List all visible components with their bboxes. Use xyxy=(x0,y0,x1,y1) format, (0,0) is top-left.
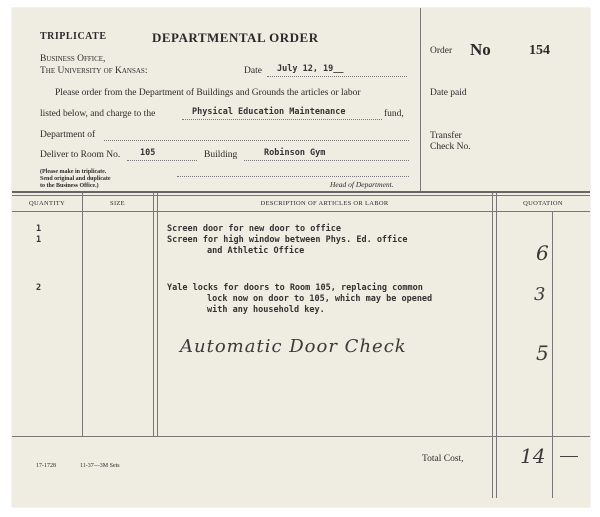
header-description: DESCRIPTION OF ARTICLES OR LABOR xyxy=(260,200,389,207)
header-quotation: QUOTATION xyxy=(523,200,563,207)
head-label: Head of Department. xyxy=(330,180,394,189)
col-divider-desc-2 xyxy=(496,193,497,498)
date-value: July 12, 19__ xyxy=(277,64,344,74)
deliver-label: Deliver to Room No. xyxy=(40,150,121,160)
building-value: Robinson Gym xyxy=(264,148,326,158)
handwritten-quote: 5 xyxy=(536,341,549,365)
fund-line xyxy=(182,119,382,120)
row-3-desc: and Athletic Office xyxy=(207,246,305,256)
building-label: Building xyxy=(204,150,238,160)
print-code: 11-37—3M Sets xyxy=(80,463,120,469)
col-divider-size xyxy=(153,193,154,436)
row-1-desc: Screen door for new door to office xyxy=(167,224,341,234)
order-form xyxy=(12,8,590,507)
department-label: Department of xyxy=(40,130,96,140)
instruction-line-2: listed below, and charge to the xyxy=(40,109,156,119)
header-bottom-rule xyxy=(12,211,590,212)
form-code: 17-1728 xyxy=(36,463,56,469)
col-divider-desc xyxy=(492,193,493,498)
row-6-desc: with any household key. xyxy=(207,305,325,315)
order-no-label: No xyxy=(470,40,491,59)
table-top-rule xyxy=(12,191,590,193)
room-line xyxy=(127,160,197,161)
row-4-desc: Yale locks for doors to Room 105, replacing common xyxy=(167,283,423,293)
col-divider-qty xyxy=(82,193,83,436)
transfer-label: Transfer xyxy=(430,131,462,141)
building-line xyxy=(244,160,409,161)
table-top-rule-2 xyxy=(12,195,590,196)
office-line-1: Business Office, xyxy=(40,54,106,64)
note-line-3: to the Business Office.) xyxy=(40,183,99,189)
note-line-2: Send original and duplicate xyxy=(40,176,111,182)
row-2-qty: 1 xyxy=(36,235,42,245)
total-dash xyxy=(560,456,578,457)
date-label: Date xyxy=(244,66,262,76)
note-line-1: (Please make in triplicate. xyxy=(40,169,107,175)
department-line xyxy=(104,140,409,141)
header-size: SIZE xyxy=(110,200,125,207)
row-4-qty: 2 xyxy=(36,283,42,293)
header-quantity: QUANTITY xyxy=(29,200,65,207)
room-value: 105 xyxy=(140,148,156,158)
date-line xyxy=(267,76,407,77)
total-label: Total Cost, xyxy=(422,454,464,464)
fund-value: Physical Education Maintenance xyxy=(192,107,346,117)
order-box-divider xyxy=(420,8,421,191)
row-4-quote: 3 xyxy=(534,284,546,305)
check-label: Check No. xyxy=(430,142,471,152)
order-number: 154 xyxy=(529,43,550,58)
col-divider-cents xyxy=(552,211,553,498)
office-line-2: The University of Kansas: xyxy=(40,66,148,76)
row-2-desc: Screen for high window between Phys. Ed. office xyxy=(167,235,408,245)
total-value: 14 xyxy=(520,444,546,468)
row-2-quote: 6 xyxy=(536,241,549,265)
signature-line xyxy=(177,176,409,177)
fund-label: fund, xyxy=(384,109,404,119)
row-5-desc: lock now on door to 105, which may be opened xyxy=(207,294,433,304)
form-title: DEPARTMENTAL ORDER xyxy=(152,30,319,45)
order-label: Order xyxy=(430,46,453,56)
total-rule xyxy=(12,436,590,437)
instruction-line-1: Please order from the Department of Buildings and Grounds the articles or labor xyxy=(55,88,361,98)
row-1-qty: 1 xyxy=(36,224,42,234)
handwritten-item: Automatic Door Check xyxy=(180,336,407,357)
copy-label: TRIPLICATE xyxy=(40,31,107,42)
date-paid-label: Date paid xyxy=(430,88,467,98)
col-divider-size-2 xyxy=(157,193,158,436)
